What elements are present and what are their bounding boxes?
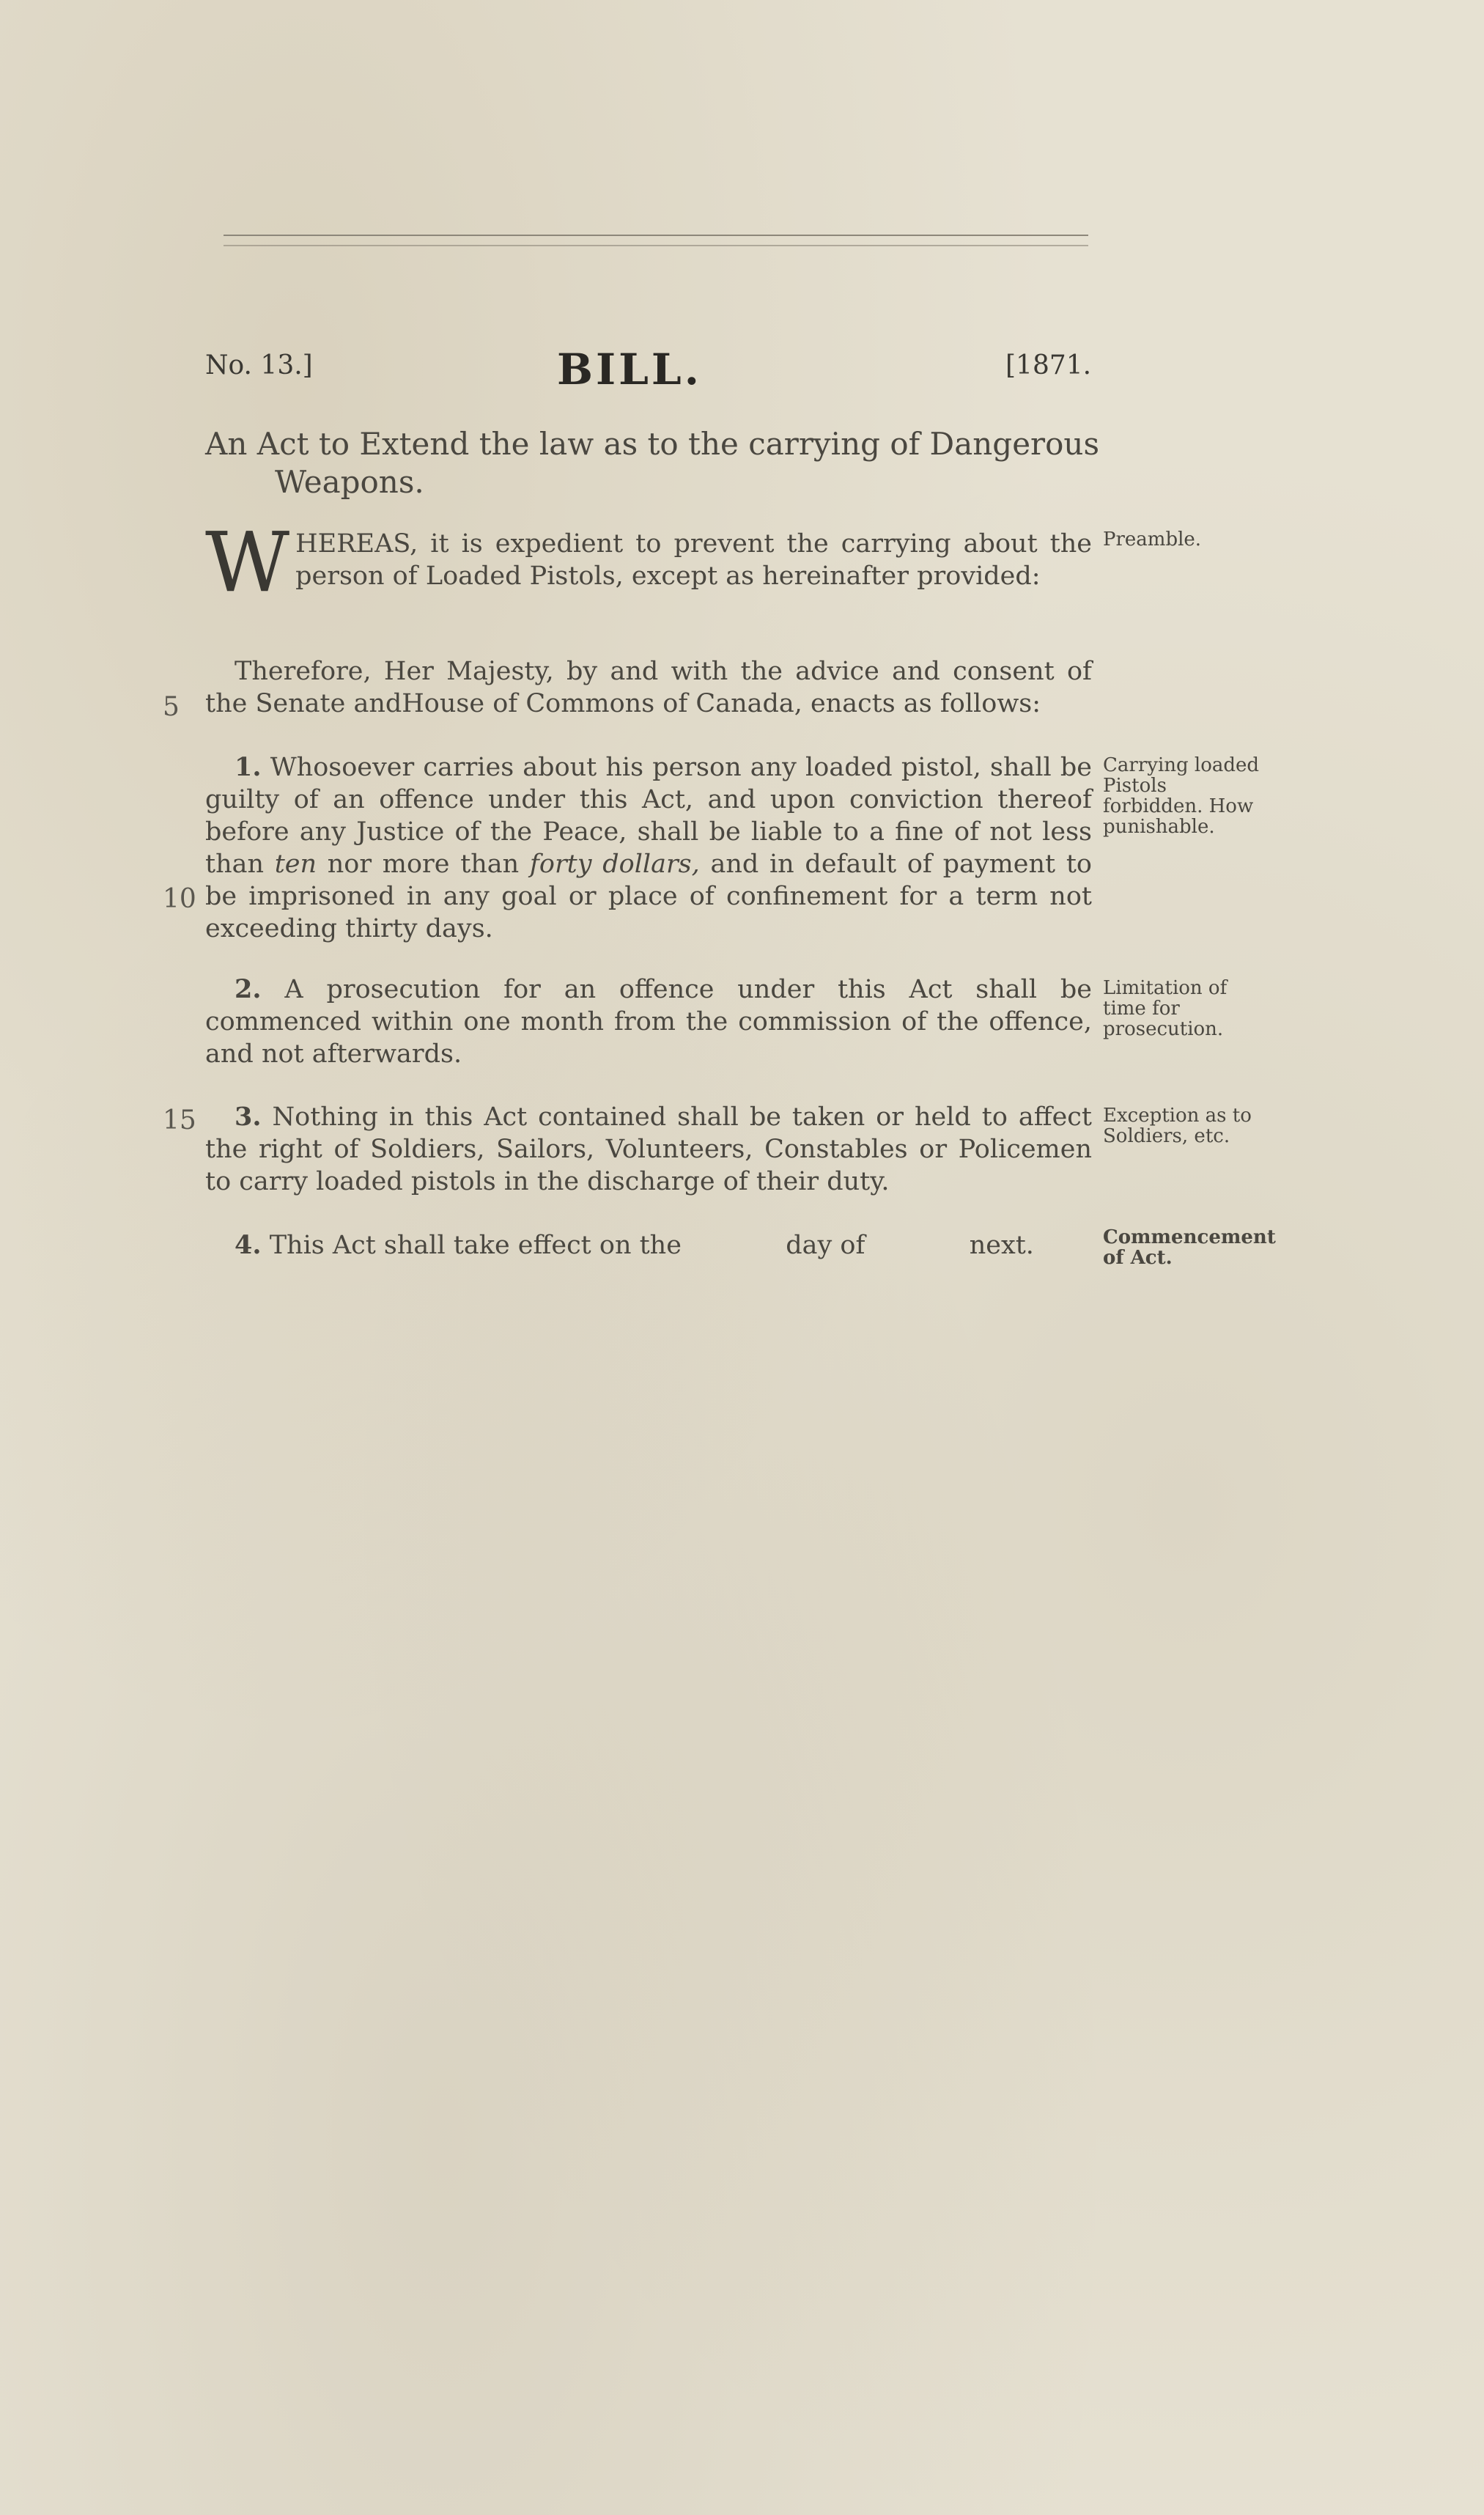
line-number-15: 15 [163,1105,196,1135]
section-1 [205,751,1092,945]
dropcap: W [205,515,290,611]
section-2 [205,973,1092,1070]
margin-note-section-4: Commencement of Act. [1103,1226,1276,1269]
top-rule-secondary [224,245,1088,246]
line-number-10: 10 [163,884,196,914]
bill-year: [1871. [1005,350,1092,380]
margin-note-section-3: Exception as to Soldiers, etc. [1103,1105,1252,1147]
section-1-text-b: nor more than [327,850,520,879]
act-title-line-2: Weapons. [275,464,424,500]
section-4-number: 4. [235,1230,262,1260]
act-title-line-1: An Act to Extend the law as to the carrying of Dangerous [205,426,1100,462]
section-3-number: 3. [235,1102,262,1132]
margin-note-section-2: Limitation of time for prosecution. [1103,977,1228,1040]
section-1-number: 1. [235,752,262,782]
enacting-clause: Therefore, Her Majesty, by and with the advice and consent of the Senate andHouse of Commons of Canada, enacts as follows: [205,657,1092,718]
section-3-text: Nothing in this Act contained shall be taken or held to affect the right of Soldiers, Sailors, Volunteers, Constables or Policemen to carry loaded pistols in the discharge of their duty. [205,1102,1092,1196]
preamble-text: HEREAS, it is expedient to prevent the carrying about the person of Loaded Pistols, except as hereinafter provided: [295,529,1092,591]
bill-heading: BILL. [557,345,702,394]
act-title [205,425,1099,501]
section-2-text: A prosecution for an offence under this Act shall be commenced within one month from the commission of the offence, and not afterwards. [205,975,1092,1069]
section-4 [205,1229,1092,1262]
line-number-5: 5 [163,692,180,722]
margin-note-section-1: Carrying loaded Pistols forbidden. How punishable. [1103,754,1260,838]
section-4-text-c: next. [969,1231,1034,1260]
margin-note-preamble: Preamble. [1103,529,1202,550]
section-1-em-forty: forty dollars, [529,850,700,879]
section-2-number: 2. [235,974,262,1004]
preamble [205,515,1092,611]
bill-number: No. 13.] [205,350,313,380]
section-1-text-c: and in default of payment to be imprisoned in any goal or place of confinement for a term not exceeding thirty days. [205,850,1092,943]
top-rule [224,235,1088,236]
section-1-em-ten: ten [274,850,317,879]
section-4-text-b: day of [786,1231,865,1260]
section-3 [205,1101,1092,1198]
section-1-text-a: Whosoever carries about his person any loaded pistol, shall be guilty of an offence under this Act, and upon conviction thereof before any Justice of the Peace, shall be liable to a fine of not less than [205,753,1092,879]
section-4-text-a: This Act shall take effect on the [269,1231,682,1260]
